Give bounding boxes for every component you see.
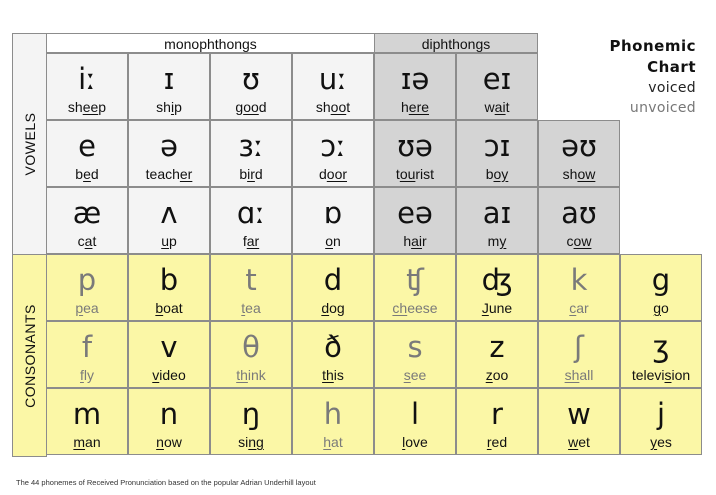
diphthongs-header: diphthongs (374, 33, 538, 53)
phoneme-symbol: r (491, 397, 503, 431)
example-word: my (487, 233, 507, 249)
consonants-side-label (12, 254, 47, 457)
example-word: cheese (392, 300, 438, 316)
vowel-cell (210, 187, 292, 254)
consonant-cell (374, 388, 456, 455)
vowel-cell (128, 53, 210, 120)
consonant-cell (620, 321, 702, 388)
example-word: sing (238, 434, 264, 450)
example-word: bird (239, 166, 263, 182)
consonant-cell (210, 388, 292, 455)
chart-legend (610, 36, 697, 118)
consonant-cell (620, 388, 702, 455)
vowel-cell (128, 187, 210, 254)
vowel-cell (538, 120, 620, 187)
example-word: boat (155, 300, 183, 316)
vowel-cell (374, 53, 456, 120)
vowel-cell (292, 187, 374, 254)
phoneme-symbol: j (656, 397, 666, 431)
consonant-cell (456, 388, 538, 455)
phoneme-symbol: d (323, 263, 343, 297)
phoneme-symbol: eɪ (482, 62, 512, 96)
example-word: pea (75, 300, 99, 316)
example-word: up (161, 233, 177, 249)
consonant-cell (456, 254, 538, 321)
example-word: tourist (395, 166, 435, 182)
example-word: yes (650, 434, 672, 450)
example-word: think (236, 367, 266, 383)
phoneme-symbol: ɔː (320, 129, 346, 163)
consonant-cell (374, 321, 456, 388)
chart-title-line2: Chart (647, 58, 696, 76)
example-word: cow (566, 233, 592, 249)
consonant-cell (46, 388, 128, 455)
consonant-cell (210, 254, 292, 321)
example-word: tea (241, 300, 261, 316)
phoneme-symbol: uː (318, 62, 348, 96)
example-word: hat (323, 434, 343, 450)
phoneme-symbol: ð (324, 330, 342, 364)
phoneme-symbol: ʊə (397, 129, 433, 163)
consonant-cell (374, 254, 456, 321)
vowels-side-label (12, 33, 47, 255)
phoneme-symbol: ʃ (574, 330, 584, 364)
monophthongs-header: monophthongs (46, 33, 375, 53)
phoneme-symbol: ə (160, 129, 178, 163)
example-word: man (73, 434, 101, 450)
consonant-cell (210, 321, 292, 388)
consonant-cell (538, 321, 620, 388)
phoneme-symbol: b (159, 263, 179, 297)
example-word: June (481, 300, 513, 316)
phoneme-symbol: ʌ (160, 196, 178, 230)
example-word: cat (77, 233, 97, 249)
legend-unvoiced: unvoiced (629, 100, 696, 116)
footer-note: The 44 phonemes of Received Pronunciation based on the popular Adrian Underhill layout (16, 478, 316, 487)
phoneme-symbol: f (81, 330, 93, 364)
vowels-label: VOWELS (21, 112, 38, 176)
example-word: fly (79, 367, 94, 383)
consonant-cell (292, 388, 374, 455)
example-word: video (152, 367, 186, 383)
phoneme-symbol: aʊ (561, 196, 597, 230)
legend-voiced: voiced (648, 80, 696, 96)
consonant-cell (128, 321, 210, 388)
phoneme-symbol: t (245, 263, 257, 297)
phoneme-symbol: ʒ (652, 330, 670, 364)
vowel-cell (456, 53, 538, 120)
phoneme-symbol: ʧ (406, 263, 424, 297)
example-word: on (325, 233, 341, 249)
phoneme-symbol: ŋ (241, 397, 261, 431)
phoneme-symbol: ɜː (238, 129, 264, 163)
consonants-label: CONSONANTS (21, 303, 38, 408)
example-word: car (569, 300, 589, 316)
example-word: shoot (315, 99, 351, 115)
phoneme-symbol: æ (72, 196, 102, 230)
phoneme-symbol: p (77, 263, 97, 297)
chart-title-line1: Phonemic (609, 37, 696, 55)
phoneme-symbol: k (570, 263, 588, 297)
vowel-cell (46, 187, 128, 254)
consonant-cell (620, 254, 702, 321)
consonant-cell (292, 254, 374, 321)
phoneme-symbol: eə (397, 196, 433, 230)
phoneme-symbol: z (489, 330, 505, 364)
consonant-cell (46, 254, 128, 321)
phoneme-symbol: h (323, 397, 343, 431)
phoneme-symbol: ʊ (242, 62, 260, 96)
example-word: sheep (67, 99, 107, 115)
vowel-cell (456, 187, 538, 254)
phoneme-symbol: ɪə (400, 62, 430, 96)
consonant-cell (538, 254, 620, 321)
vowel-cell (46, 53, 128, 120)
vowel-cell (456, 120, 538, 187)
example-word: bed (75, 166, 99, 182)
phoneme-symbol: n (159, 397, 179, 431)
phoneme-symbol: ɑː (236, 196, 266, 230)
example-word: go (653, 300, 669, 316)
phoneme-symbol: g (651, 263, 671, 297)
vowel-cell (46, 120, 128, 187)
example-word: now (156, 434, 182, 450)
consonant-cell (292, 321, 374, 388)
vowel-cell (374, 187, 456, 254)
example-word: see (403, 367, 427, 383)
vowel-cell (538, 187, 620, 254)
phoneme-symbol: l (410, 397, 420, 431)
vowel-cell (292, 53, 374, 120)
example-word: here (400, 99, 430, 115)
phoneme-symbol: v (160, 330, 178, 364)
phoneme-symbol: w (567, 397, 591, 431)
phoneme-symbol: əʊ (561, 129, 597, 163)
vowel-cell (210, 120, 292, 187)
example-word: this (322, 367, 344, 383)
phoneme-symbol: ɒ (323, 196, 343, 230)
example-word: boy (485, 166, 509, 182)
consonant-cell (538, 388, 620, 455)
example-word: wait (484, 99, 510, 115)
phoneme-symbol: ɪ (163, 62, 175, 96)
example-word: teacher (145, 166, 193, 182)
vowel-cell (128, 120, 210, 187)
phoneme-symbol: ʤ (481, 263, 513, 297)
vowel-cell (210, 53, 292, 120)
example-word: shall (564, 367, 594, 383)
example-word: red (486, 434, 508, 450)
example-word: wet (568, 434, 590, 450)
consonant-cell (128, 388, 210, 455)
example-word: ship (156, 99, 182, 115)
phoneme-symbol: ɔɪ (483, 129, 511, 163)
example-word: television (631, 367, 691, 383)
phoneme-symbol: iː (78, 62, 96, 96)
example-word: show (562, 166, 596, 182)
vowel-cell (374, 120, 456, 187)
example-word: door (318, 166, 348, 182)
example-word: far (242, 233, 260, 249)
phoneme-symbol: m (72, 397, 102, 431)
consonant-cell (128, 254, 210, 321)
example-word: hair (403, 233, 427, 249)
example-word: zoo (485, 367, 509, 383)
vowel-cell (292, 120, 374, 187)
consonant-cell (456, 321, 538, 388)
consonant-cell (46, 321, 128, 388)
example-word: dog (321, 300, 345, 316)
phoneme-symbol: s (407, 330, 423, 364)
phoneme-symbol: aɪ (482, 196, 512, 230)
example-word: love (402, 434, 428, 450)
example-word: good (235, 99, 267, 115)
phoneme-symbol: θ (242, 330, 260, 364)
phoneme-symbol: e (78, 129, 96, 163)
